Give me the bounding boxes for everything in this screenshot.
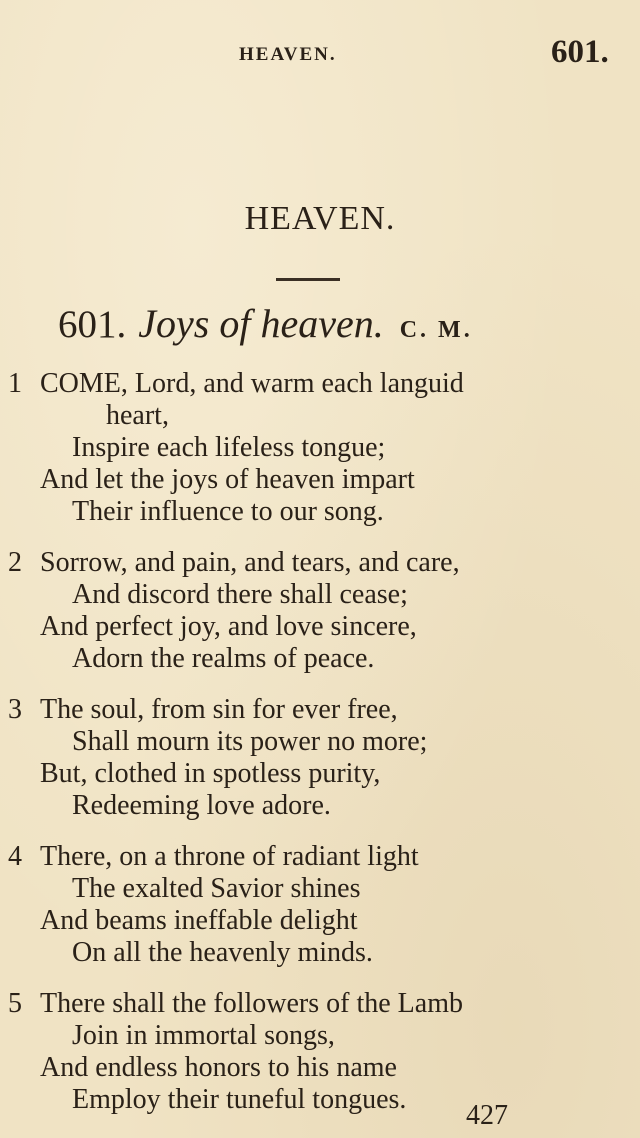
stanza-line: And beams ineffable delight xyxy=(40,905,358,936)
verse-number: 3 xyxy=(8,694,22,725)
stanza-line xyxy=(0,368,640,400)
hymn-title: Joys of heaven. xyxy=(138,301,384,346)
stanza-line: Their influence to our song. xyxy=(72,496,384,527)
stanza-line: Inspire each lifeless tongue; xyxy=(72,432,386,463)
stanza-line: The exalted Savior shines xyxy=(72,873,361,904)
verse-number: 2 xyxy=(8,547,22,578)
stanza-line: Join in immortal songs, xyxy=(72,1020,335,1051)
running-head-number: 601. xyxy=(551,34,609,70)
verse-number: 5 xyxy=(8,988,22,1019)
line-text: The soul, from sin for ever free, xyxy=(40,694,398,725)
line-text: COME, Lord, and warm each languid xyxy=(40,368,464,399)
stanza-line xyxy=(0,988,640,1020)
stanza-3 xyxy=(0,694,640,822)
running-head xyxy=(0,34,640,72)
stanza-1 xyxy=(0,368,640,528)
section-title: HEAVEN. xyxy=(244,200,396,237)
hymn-verses xyxy=(0,368,640,1135)
hymn-meter: C. M. xyxy=(399,317,473,343)
line-text: There, on a throne of radiant light xyxy=(40,841,419,872)
verse-number: 1 xyxy=(8,368,22,399)
stanza-line: Employ their tuneful tongues. xyxy=(72,1084,407,1115)
hymn-number: 601. xyxy=(58,303,127,346)
stanza-line: Shall mourn its power no more; xyxy=(72,726,428,757)
stanza-line: And discord there shall cease; xyxy=(72,579,408,610)
running-head-title: HEAVEN. xyxy=(239,44,337,65)
stanza-line xyxy=(0,547,640,579)
hymn-heading xyxy=(58,300,473,347)
stanza-line: And let the joys of heaven impart xyxy=(40,464,415,495)
stanza-line: heart, xyxy=(106,400,169,431)
stanza-line: And endless honors to his name xyxy=(40,1052,397,1083)
line-text: There shall the followers of the Lamb xyxy=(40,988,463,1019)
stanza-5 xyxy=(0,988,640,1116)
stanza-line xyxy=(0,841,640,873)
line-text: Sorrow, and pain, and tears, and care, xyxy=(40,547,460,578)
page-number: 427 xyxy=(466,1100,508,1131)
stanza-2 xyxy=(0,547,640,675)
stanza-4 xyxy=(0,841,640,969)
stanza-line: Adorn the realms of peace. xyxy=(72,643,375,674)
divider-rule xyxy=(276,278,340,281)
stanza-line: But, clothed in spotless purity, xyxy=(40,758,381,789)
verse-number: 4 xyxy=(8,841,22,872)
stanza-line: And perfect joy, and love sincere, xyxy=(40,611,417,642)
stanza-line xyxy=(0,694,640,726)
stanza-line: On all the heavenly minds. xyxy=(72,937,373,968)
stanza-line: Redeeming love adore. xyxy=(72,790,331,821)
